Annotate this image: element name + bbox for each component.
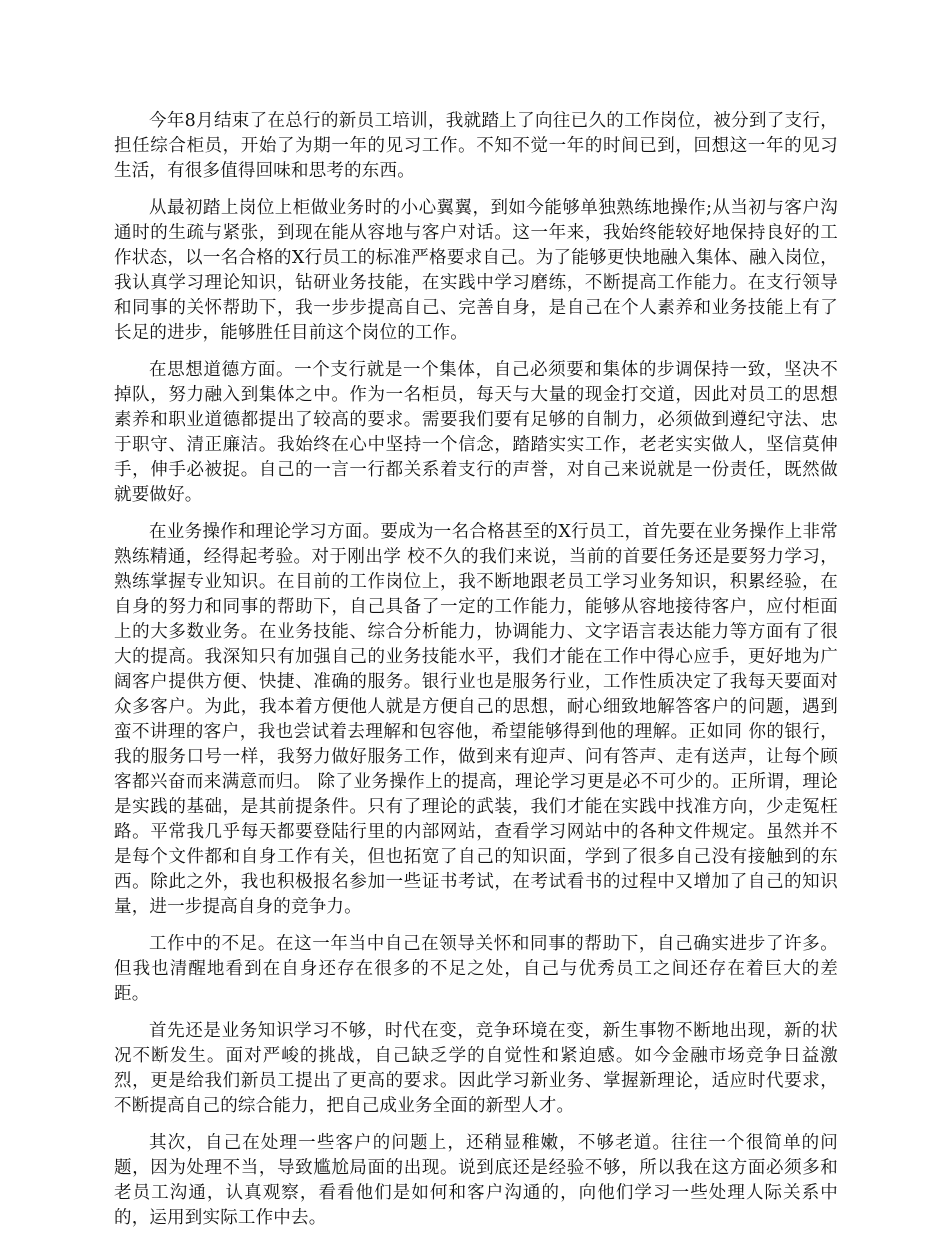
document-body	[114, 109, 838, 1243]
paragraph-growth: 从最初踏上岗位上柜做业务时的小心翼翼，到如今能够单独熟练地操作;从当初与客户沟通时的生疏与紧张，到现在能从容地与客户对话。这一年来，我始终能较好地保持良好的工作状态，以一名合格的X行员工的标准严格要求自己。为了能够更快地融入集体、融入岗位，我认真学习理论知识，钻研业务技能，在实践中学习磨练，不断提高工作能力。在支行领导和同事的关怀帮助下，我一步步提高自己、完善自身，是自己在个人素养和业务技能上有了长足的进步，能够胜任目前这个岗位的工作。	[114, 198, 838, 343]
paragraph-business-study: 在业务操作和理论学习方面。要成为一名合格甚至的X行员工，首先要在业务操作上非常熟练精通，经得起考验。对于刚出学 校不久的我们来说，当前的首要任务还是要努力学习，熟练掌握专业知识。在目前的工作岗位上，我不断地跟老员工学习业务知识，积累经验，在自身的努力和同事的帮助下，自己具备了一定的工作能力，能够从容地接待客户，应付柜面上的大多数业务。在业务技能、综合分析能力，协调能力、文字语言表达能力等方面有了很大的提高。我深知只有加强自己的业务技能水平，我们才能在工作中得心应手，更好地为广阔客户提供方便、快捷、准确的服务。银行业也是服务行业，工作性质决定了我每天要面对众多客户。为此，我本着方便他人就是方便自己的思想，耐心细致地解答客户的问题，遇到蛮不讲理的客户，我也尝试着去理解和包容他，希望能够得到他的理解。正如同 你的银行，我的服务口号一样，我努力做好服务工作，做到来有迎声、问有答声、走有送声，让每个顾客都兴奋而来满意而归。 除了业务操作上的提高，理论学习更是必不可少的。正所谓，理论是实践的基础，是其前提条件。只有了理论的武装，我们才能在实践中找准方向，少走冤枉路。平常我几乎每天都要登陆行里的内部网站，查看学习网站中的各种文件规定。虽然并不是每个文件都和自身工作有关，但也拓宽了自己的知识面，学到了很多自己没有接触到的东西。除此之外，我也积极报名参加一些证书考试，在考试看书的过程中又增加了自己的知识量，进一步提高自身的竞争力。	[114, 522, 838, 917]
paragraph-shortcomings: 工作中的不足。在这一年当中自己在领导关怀和同事的帮助下，自己确实进步了许多。但我也清醒地看到在自身还存在很多的不足之处，自己与优秀员工之间还存在着巨大的差距。	[114, 934, 838, 1004]
paragraph-ethics: 在思想道德方面。一个支行就是一个集体，自己必须要和集体的步调保持一致，坚决不掉队，努力融入到集体之中。作为一名柜员，每天与大量的现金打交道，因此对员工的思想素养和职业道德都提出了较高的要求。需要我们要有足够的自制力，必须做到遵纪守法、忠于职守、清正廉洁。我始终在心中坚持一个信念，踏踏实实工作，老老实实做人，坚信莫伸手，伸手必被捉。自己的一言一行都关系着支行的声誉，对自己来说就是一份责任，既然做就要做好。	[114, 360, 838, 505]
paragraph-first-shortcoming: 首先还是业务知识学习不够，时代在变，竞争环境在变，新生事物不断地出现，新的状况不断发生。面对严峻的挑战，自己缺乏学的自觉性和紧迫感。如今金融市场竞争日益激烈，更是给我们新员工提出了更高的要求。因此学习新业务、掌握新理论，适应时代要求，不断提高自己的综合能力，把自己成业务全面的新型人才。	[114, 1021, 838, 1116]
paragraph-intro: 今年8月结束了在总行的新员工培训，我就踏上了向往已久的工作岗位，被分到了支行，担任综合柜员，开始了为期一年的见习工作。不知不觉一年的时间已到，回想这一年的见习生活，有很多值得回味和思考的东西。	[114, 111, 838, 181]
paragraph-second-shortcoming: 其次，自己在处理一些客户的问题上，还稍显稚嫩，不够老道。往往一个很简单的问题，因为处理不当，导致尴尬局面的出现。说到底还是经验不够，所以我在这方面必须多和老员工沟通，认真观察，看看他们是如何和客户沟通的，向他们学习一些处理人际关系中的，运用到实际工作中去。	[114, 1133, 838, 1228]
